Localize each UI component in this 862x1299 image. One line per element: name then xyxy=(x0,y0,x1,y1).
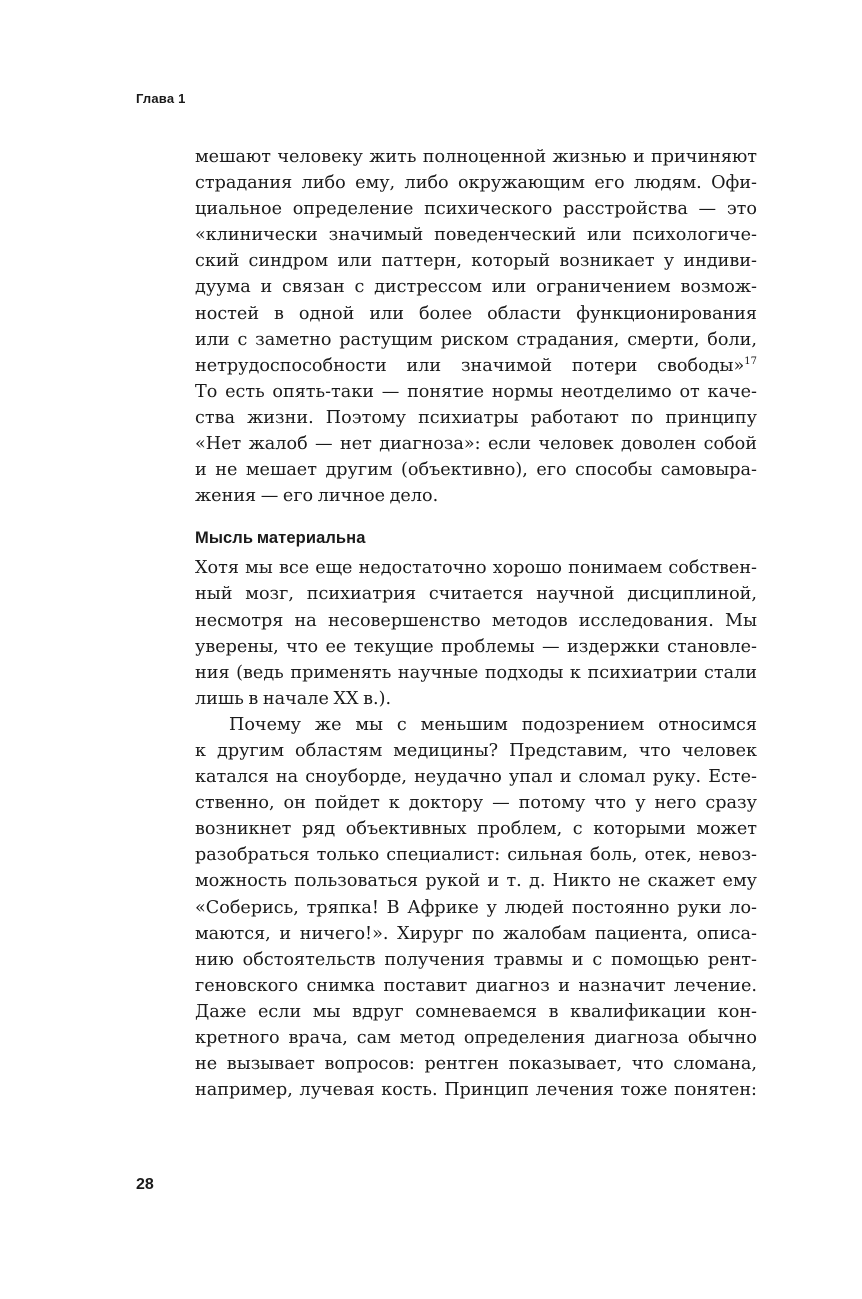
text-line: уверены, что ее текущие проблемы — издержки становле- xyxy=(195,636,757,657)
section-heading: Мысль материальна xyxy=(195,529,366,548)
text-line: ностей в одной или более области функционирования xyxy=(195,303,757,324)
text-line-with-footnote xyxy=(195,353,757,379)
text-line: или с заметно растущим риском страдания, смерти, боли, xyxy=(195,329,757,350)
text-line: «Соберись, тряпка! В Африке у людей постоянно руки ло- xyxy=(195,897,757,918)
text-line: и не мешает другим (объективно), его способы самовыра- xyxy=(195,460,757,481)
text-line: нетрудоспособности или значимой потери свободы» xyxy=(195,355,745,376)
text-line: нию обстоятельств получения травмы и с помощью рент- xyxy=(195,949,757,970)
text-line: жения — его личное дело. xyxy=(195,486,439,507)
text-line: к другим областям медицины? Представим, что человек xyxy=(195,740,757,761)
text-line: Даже если мы вдруг сомневаемся в квалификации кон- xyxy=(195,1001,757,1022)
text-line: возникнет ряд объективных проблем, с которыми может xyxy=(195,819,757,840)
text-line: маются, и ничего!». Хирург по жалобам пациента, описа- xyxy=(195,923,757,944)
text-line: лишь в начале XX в.). xyxy=(195,688,392,709)
text-line: ный мозг, психиатрия считается научной дисциплиной, xyxy=(195,584,757,605)
text-line: мешают человеку жить полноценной жизнью и причиняют xyxy=(195,147,757,167)
text-line: разобраться только специалист: сильная боль, отек, невоз- xyxy=(195,845,757,866)
text-line: То есть опять-таки — понятие нормы неотделимо от каче- xyxy=(195,381,757,402)
paragraph-2 xyxy=(195,555,757,712)
text-line: не вызывает вопросов: рентген показывает, что сломана, xyxy=(195,1054,757,1075)
text-line: ский синдром или паттерн, который возникает у индиви- xyxy=(195,251,757,272)
running-head-chapter: Глава 1 xyxy=(136,91,186,106)
page-number: 28 xyxy=(136,1176,154,1193)
text-line: дуума и связан с дистрессом или ограничением возмож- xyxy=(195,277,757,298)
text-line: «Нет жалоб — нет диагноза»: если человек доволен собой xyxy=(195,434,757,455)
text-line: кретного врача, сам метод определения диагноза обычно xyxy=(195,1028,757,1048)
text-line: например, лучевая кость. Принцип лечения тоже понятен: xyxy=(195,1080,757,1101)
text-line: ния (ведь применять научные подходы к психиатрии стали xyxy=(195,662,757,683)
text-line: несмотря на несовершенство методов исследования. Мы xyxy=(195,610,757,631)
page-body xyxy=(195,144,757,1103)
paragraph-1 xyxy=(195,144,757,509)
footnote-reference[interactable]: 17 xyxy=(744,355,757,367)
text-line: можность пользоваться рукой и т. д. Никто не скажет ему xyxy=(195,871,757,892)
text-line: ства жизни. Поэтому психиатры работают по принципу xyxy=(195,407,757,428)
text-line: «клинически значимый поведенческий или психологиче- xyxy=(195,225,757,246)
text-line: циальное определение психического расстройства — это xyxy=(195,199,757,220)
text-line: Хотя мы все еще недостаточно хорошо понимаем собствен- xyxy=(195,558,757,579)
text-line: геновского снимка поставит диагноз и назначит лечение. xyxy=(195,975,757,996)
text-line: ственно, он пойдет к доктору — потому что у него сразу xyxy=(195,793,757,814)
text-line: катался на сноуборде, неудачно упал и сломал руку. Есте- xyxy=(195,767,757,788)
paragraph-3 xyxy=(195,712,757,1103)
text-line: Почему же мы с меньшим подозрением относимся xyxy=(229,714,757,735)
text-line: страдания либо ему, либо окружающим его людям. Офи- xyxy=(195,173,757,194)
